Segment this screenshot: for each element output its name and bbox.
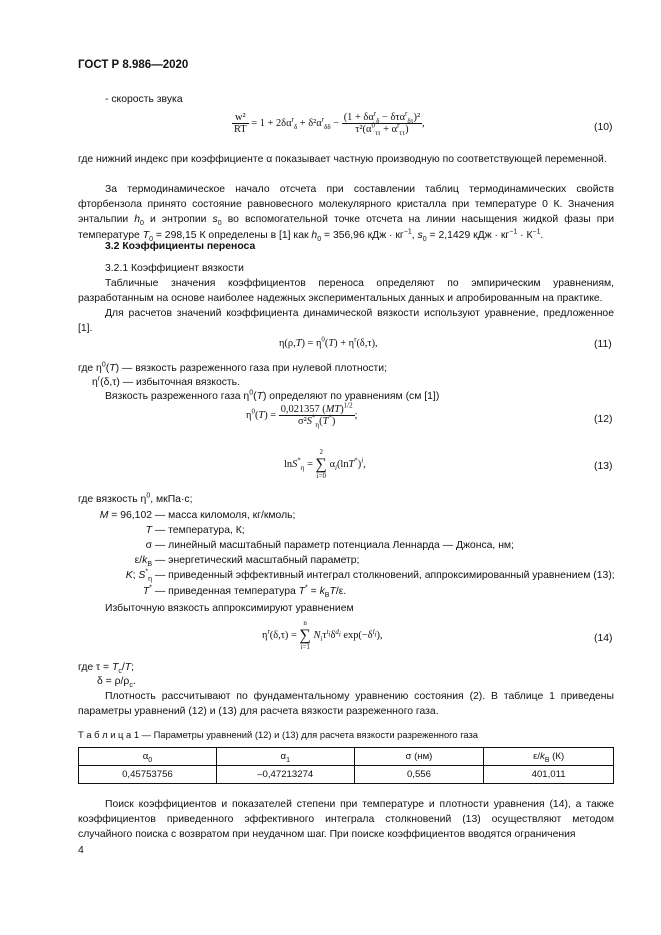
page-header-title: ГОСТ Р 8.986—2020 [78,59,189,71]
eq13-sum-bottom: i=0 [316,472,326,480]
definition-row-sigma [78,538,618,553]
eq14-sum-top: n [303,619,307,627]
definition-symbol: M = 96,102 [99,510,152,521]
definition-symbol: $\varepsilon/k_B$ [134,555,152,569]
eq14-sum-bottom: i=1 [300,643,310,651]
equation-11: $\eta(\rho,T) = \eta^0(T) + \eta^r(\delta,\tau)$, [279,335,378,349]
eq10-rhs-poly: = $1 + 2\delta\alpha^r_\delta + \delta^2\alpha^r_{\delta\delta}$ − [251,115,340,132]
paragraph-viscosity-intro: Для расчетов значений коэффициента динамической вязкости используют уравнение, предложенное [1]. [78,308,614,335]
definition-row-Tstar [78,584,618,599]
definition-delta: $\delta = \rho/\rho_c$. [97,676,136,690]
paragraph-density: Плотность рассчитывают по фундаментальному уравнению состояния (2). В таблице 1 приведены параметры уравнений (12) и (13) для расчета вязкости разреженного газа. [78,691,614,718]
table-cell: 0,45753756 [79,766,217,784]
eq13-sum-top: 2 [319,448,323,456]
definition-row-M [78,508,618,523]
definition-text: — масса киломоля, кг/кмоль; [154,510,296,521]
page-number: 4 [78,845,84,856]
paragraph-alpha-note: где нижний индекс при коэффициенте α показывает частную производную по соответствующей переменной. [78,154,607,165]
eq10-lhs-num: w² [232,112,249,124]
definition-tau: где $\tau = T_c/T$; [78,662,134,676]
definition-row-S [78,568,618,583]
sum-sign-icon: ∑ [299,627,311,644]
equation-13 [284,448,366,481]
table-1 [78,747,614,784]
table-header-row [79,748,614,766]
definition-eta-r: $\eta^r(\delta,\tau)$ — избыточная вязкость. [92,375,240,388]
equation-10-number: (10) [594,122,613,133]
eq12-lhs: $\eta^0(T)$ = [246,407,277,421]
table-header-cell: σ (нм) [354,748,484,766]
table-cell: 401,011 [484,766,614,784]
equation-14 [262,619,383,652]
table-header-cell: $\alpha_1$ [216,748,354,766]
eq13-rhs: $\alpha_i(\ln T^*)^i$, [329,456,366,473]
paragraph-coefficient-search: Поиск коэффициентов и показателей степени при температуре и плотности уравнения (14), а также коэффициентов приведенного эффективного интеграла столкновений (13) осуществляют методом случайного поиска с возвратом при неудачном шаг. При поиске коэффициентов вводятся ограничения [78,799,614,841]
definition-text: — температура, К; [154,525,245,536]
eq10-frac-num: $(1 + \delta\alpha^r_\delta - \delta\tau\alpha^r_{\delta\tau})^2$ [343,109,421,126]
sum-sign-icon: ∑ [315,456,327,473]
eq13-lhs: lnS*$_\eta$ = [284,456,313,473]
subsection-heading-3-2-1: 3.2.1 Коэффициент вязкости [105,263,244,274]
table-header-cell: $\alpha_0$ [79,748,217,766]
definition-symbol: σ [145,540,152,551]
definition-eta0-units: где вязкость $\eta^0$, мкПа·с; [78,492,193,505]
paragraph-dilute-gas: Вязкость разреженного газа $\eta^0(T)$ определяют по уравнениям (см [1]) [105,389,440,402]
definition-eta0: где $\eta^0(T)$ — вязкость разреженного газа при нулевой плотности; [78,361,387,374]
eq10-lhs-den: RT [234,124,247,135]
paragraph-excess-viscosity: Избыточную вязкость аппроксимируют уравнением [105,603,354,614]
eq12-den: $\sigma^2S^*_\eta(T^*)$ [298,413,336,430]
eq14-rhs: $N_i\tau^{t_i}\delta^{d_i}$ $\exp(-\delta^{l_i})$, [313,627,383,644]
definition-text: — приведенная температура $T^* = k_BT/\varepsilon$. [154,584,347,600]
table-row [79,766,614,784]
table-cell: –0,47213274 [216,766,354,784]
definition-symbol: T [145,525,152,536]
eq10-frac-den: $\tau^2(\alpha^0_{\tau\tau} + \alpha^r_{\tau\tau})$ [355,121,409,138]
equation-12-number: (12) [594,414,613,425]
definition-row-epsilon [78,553,618,568]
eq12-num: 0,021357 (MT)$^{1/2}$ [280,401,353,415]
definition-symbol: T* [142,584,152,597]
eq12-tail: ; [354,410,358,421]
table-cell: 0,556 [354,766,484,784]
definition-symbol: K; $S^*_\eta$ [125,568,152,584]
table-header-cell: $\varepsilon/k_B$ (К) [484,748,614,766]
equation-12 [246,401,358,430]
equation-13-number: (13) [594,461,613,472]
definition-text: — линейный масштабный параметр потенциала Леннарда — Джонса, нм; [154,540,514,551]
definition-text: — приведенный эффективный интеграл столкновений, аппроксимированный уравнением (13); [154,570,615,581]
definition-row-T [78,523,618,538]
eq14-lhs: $\eta^r(\delta,\tau)$ = [262,627,297,641]
equation-11-number: (11) [594,339,612,350]
table-1-caption: Т а б л и ц а 1 — Параметры уравнений (12) и (13) для расчета вязкости разреженного газа [78,729,479,740]
section-heading-3-2: 3.2 Коэффициенты переноса [105,241,256,252]
definition-text: — энергетический масштабный параметр; [154,555,360,566]
paragraph-transport-intro: Табличные значения коэффициентов переноса определяют по эмпирическим уравнениям, разработанным на основе наиболее надежных экспериментальных данных и апробированным на практике. [78,278,614,305]
equation-14-number: (14) [594,633,613,644]
sound-speed-label: - скорость звука [105,94,183,105]
paragraph-reference-state: За термодинамическое начало отсчета при составлении таблиц термодинамических свойств фторбензола принято состояние равновесного молекулярного кристалла при температуре 0 К. Значения энтальпии $h_0$ и энтропии $s_0$ во вспомогательной точке отсчета на линии насыщения жидкой фазы при температуре $T_0 = 298,15$ К определены в [1] как $h_0 = 356,96$ кДж · $кг^{-1}$, $s_0 = 2,1429$ кДж · $кг^{-1} \cdot К^{-1}$. [78,184,615,243]
eq10-tail: , [422,118,425,129]
